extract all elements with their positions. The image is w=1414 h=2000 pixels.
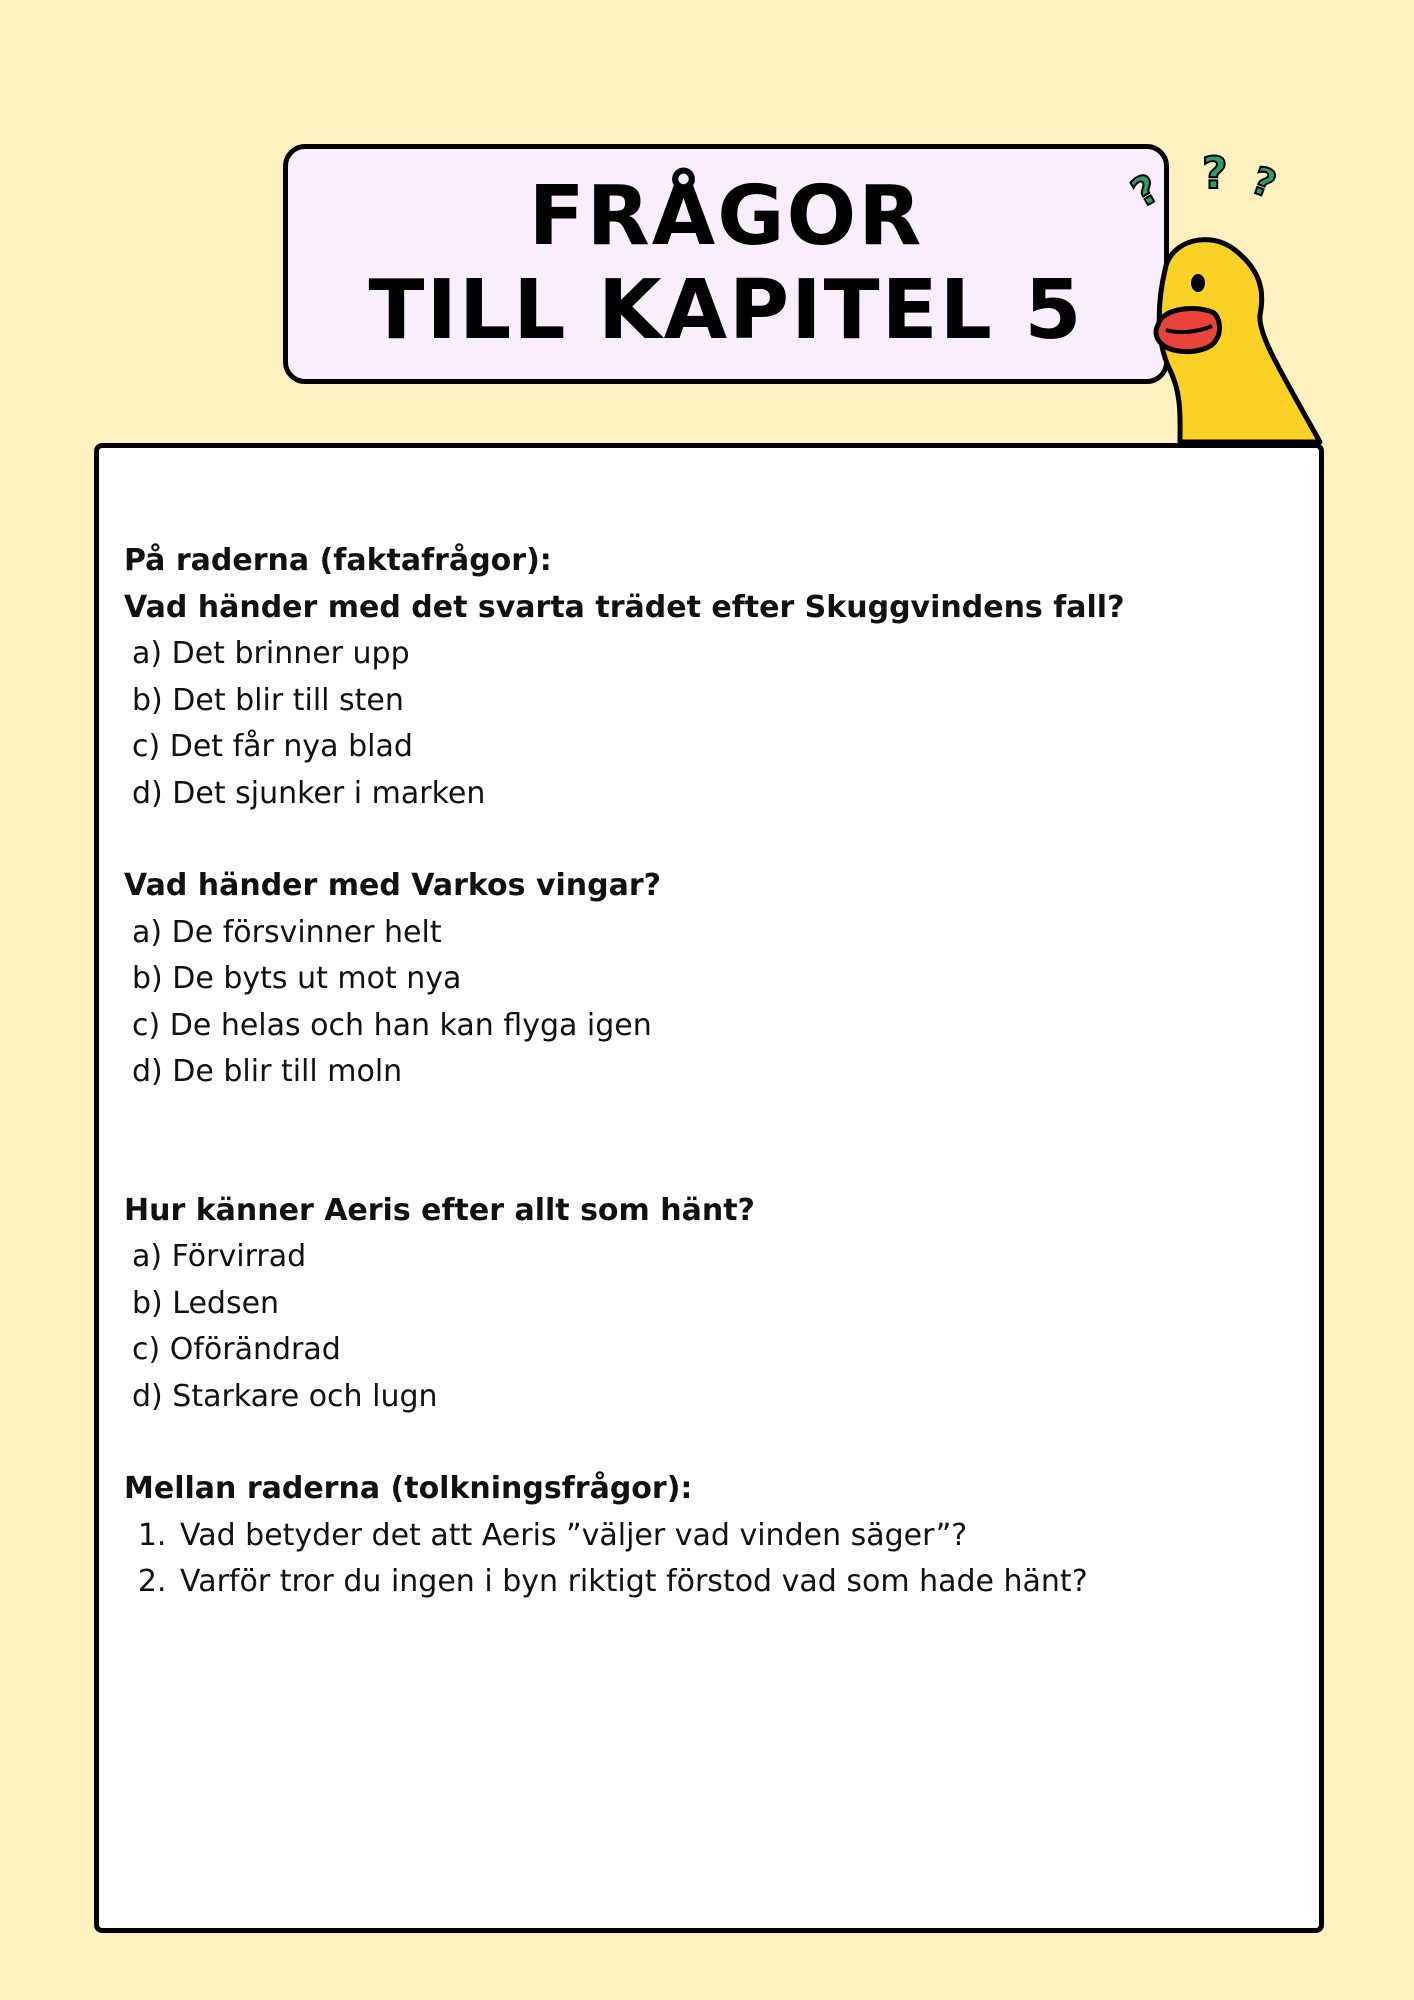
interpretation-list: [124, 1513, 1284, 1606]
page-title-line-2: TILL KAPITEL 5: [368, 263, 1084, 358]
title-box: [283, 144, 1169, 384]
section-heading: På raderna (faktafrågor):: [124, 543, 552, 578]
question-mark-icon: ?: [1202, 148, 1228, 199]
question-mark-icon: ?: [1245, 158, 1282, 207]
answer-option: b) De byts ut mot nya: [132, 961, 462, 996]
question-mark-icon: ?: [1124, 165, 1168, 218]
answer-option: b) Det blir till sten: [132, 682, 404, 718]
question-text: Hur känner Aeris efter allt som hänt?: [124, 1192, 755, 1228]
answer-option: d) Det sjunker i marken: [132, 775, 486, 811]
facts-section: [124, 538, 1284, 1420]
answer-option: a) De försvinner helt: [132, 914, 442, 950]
answer-option: c) De helas och han kan flyga igen: [132, 1007, 652, 1043]
page-title-line-1: FRÅGOR: [528, 169, 924, 264]
question-text: Vad händer med det svarta trädet efter Skuggvindens fall?: [124, 589, 1125, 625]
interpretation-section: [124, 1466, 1284, 1606]
list-item: 1. Vad betyder det att Aeris ”väljer vad vinden säger”?: [176, 1513, 1284, 1560]
list-item: 2. Varför tror du ingen i byn riktigt förstod vad som hade hänt?: [176, 1559, 1284, 1606]
answer-option: c) Det får nya blad: [132, 729, 413, 764]
answer-option: b) Ledsen: [132, 1285, 280, 1321]
question-text: Vad händer med Varkos vingar?: [124, 868, 662, 903]
duck-question-icon: [1124, 140, 1330, 460]
answer-option: a) Det brinner upp: [132, 636, 410, 671]
answer-option: a) Förvirrad: [132, 1239, 307, 1274]
answer-option: c) Oförändrad: [132, 1332, 341, 1367]
questions-content: [124, 538, 1284, 1606]
section-heading: Mellan raderna (tolkningsfrågor):: [124, 1471, 693, 1506]
answer-option: d) De blir till moln: [132, 1054, 403, 1089]
answer-option: d) Starkare och lugn: [132, 1378, 438, 1414]
